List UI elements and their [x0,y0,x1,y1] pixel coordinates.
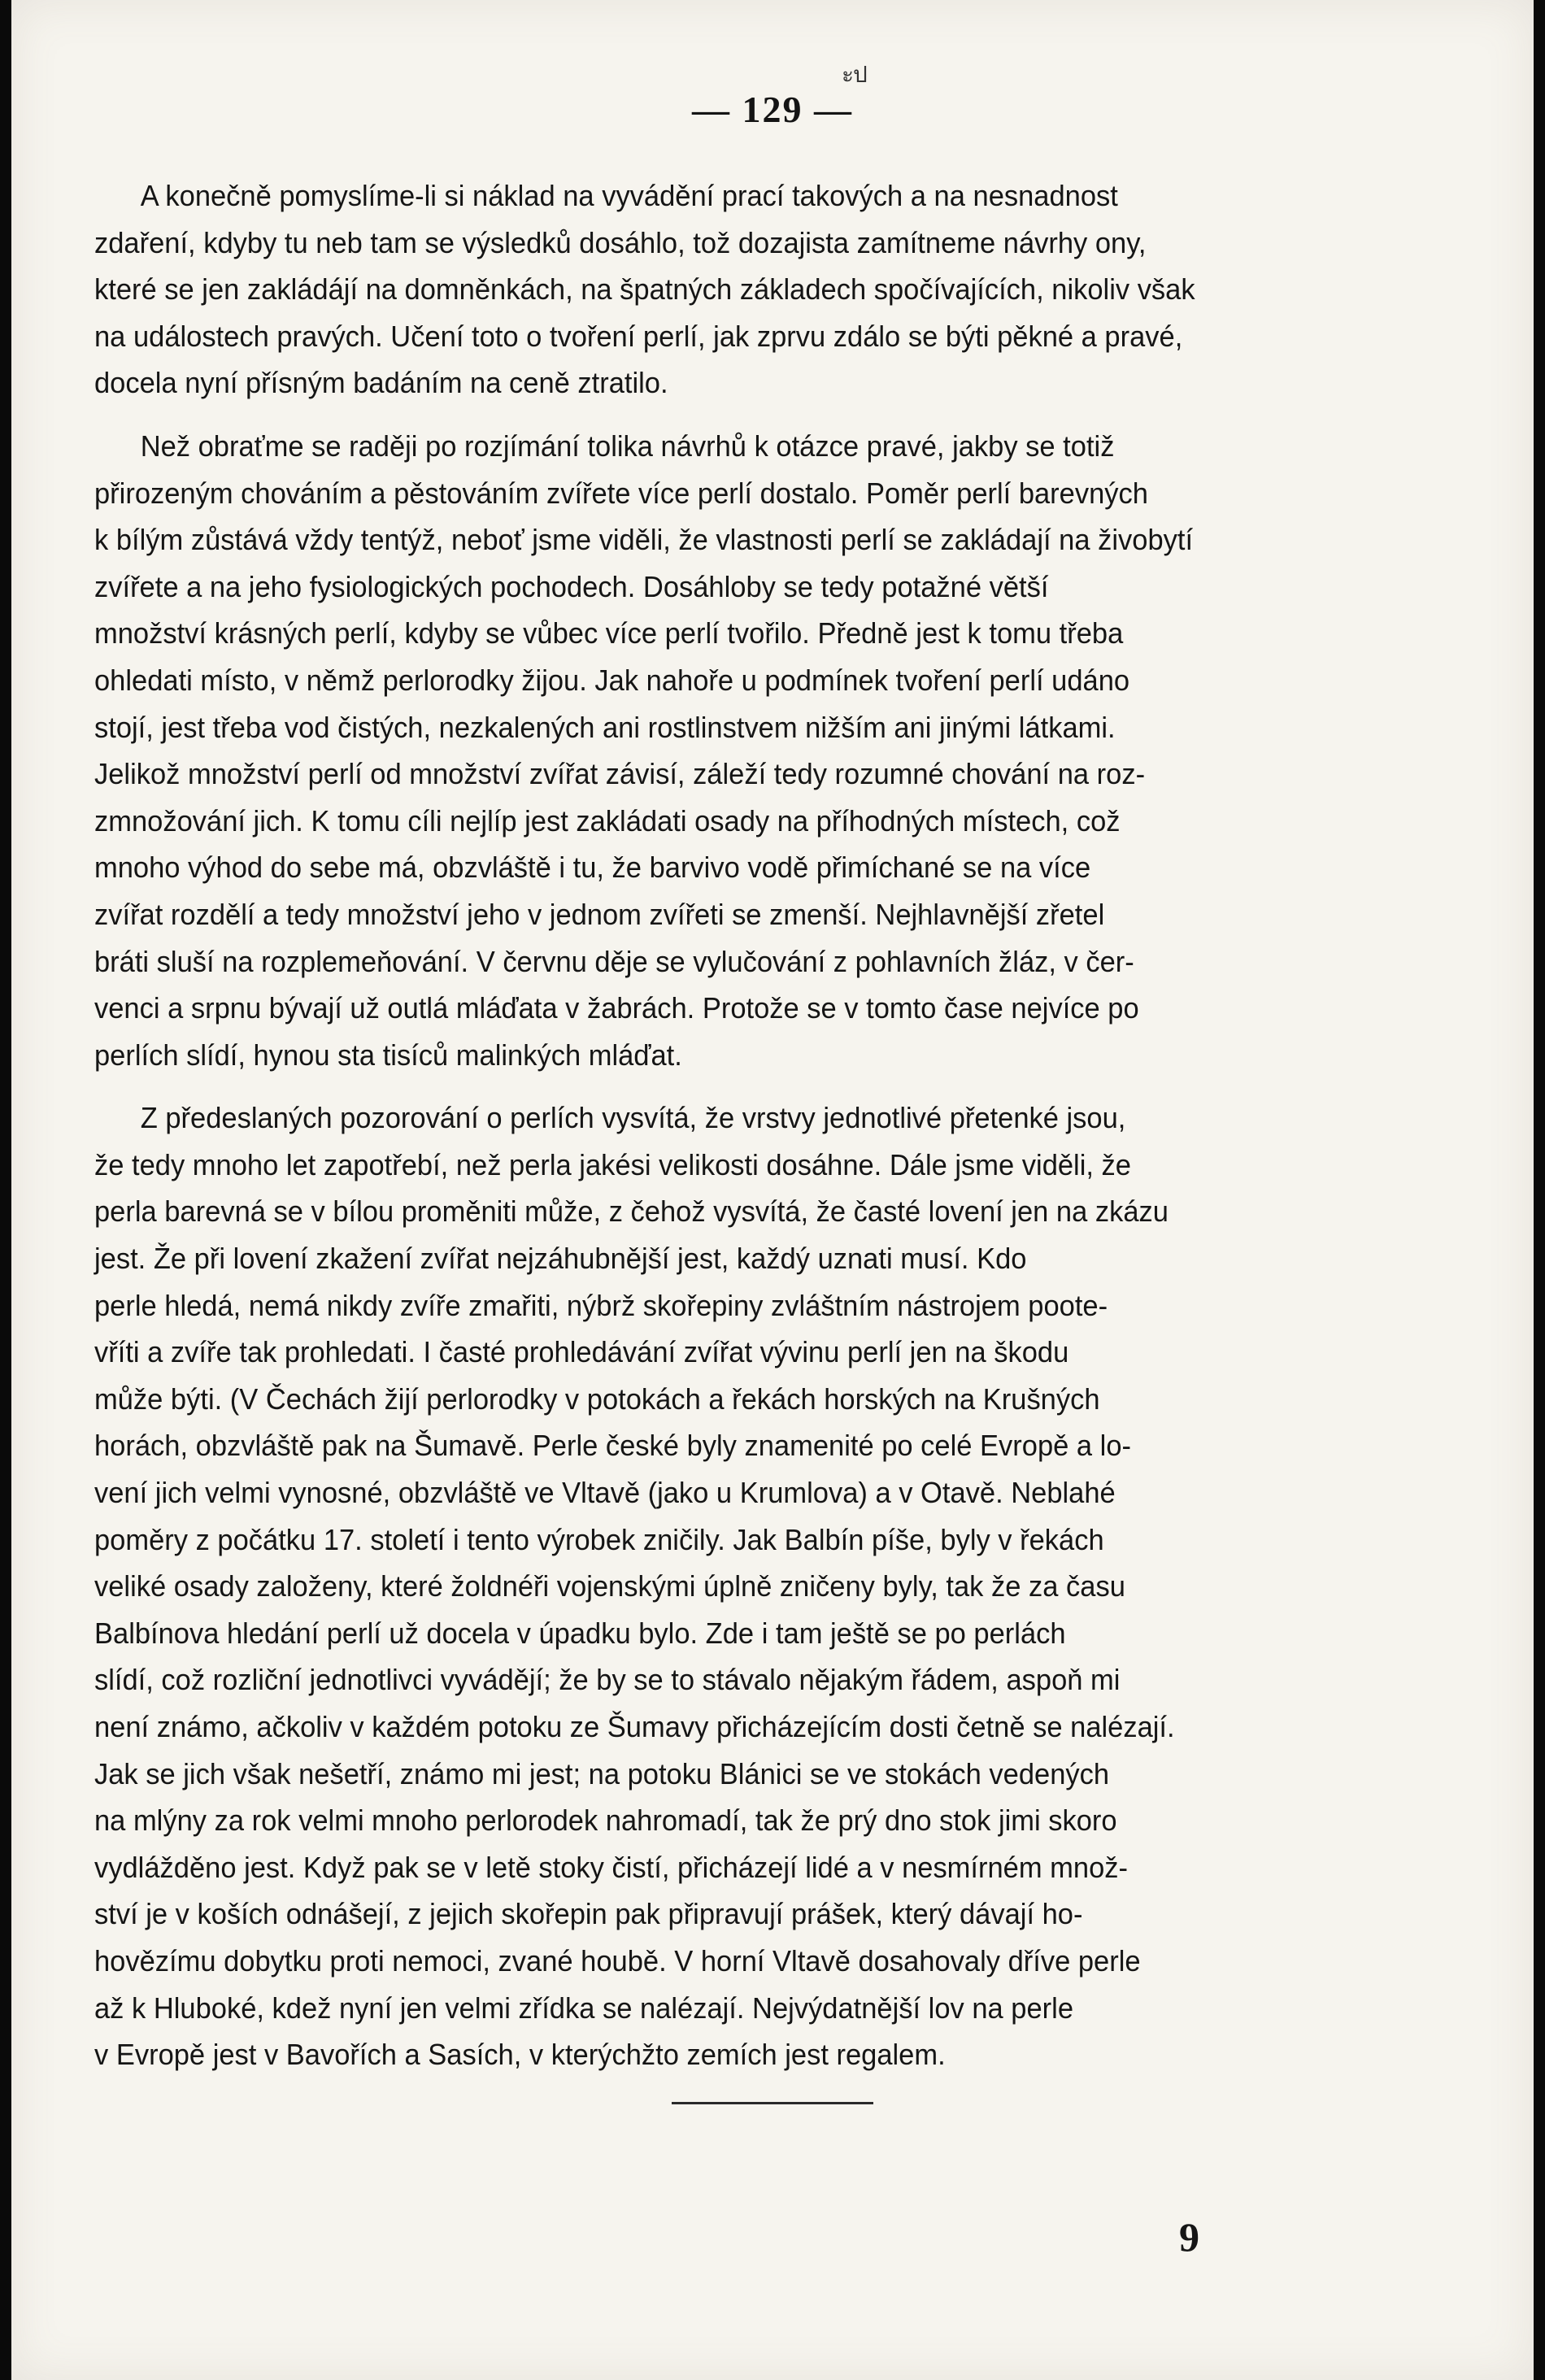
text-line: perle hledá, nemá nikdy zvíře zmařiti, nýbrž skořepiny zvláštním nástrojem poote- [94,1288,1108,1322]
text-line: Jak se jich však nešetří, známo mi jest; na potoku Blánici se ve stokách vedených [94,1756,1110,1790]
top-ink-mark: ะป [842,61,867,88]
text-line: může býti. (V Čechách žijí perlorodky v potokách a řekách horských na Krušných [94,1381,1100,1416]
text-line: mnoho výhod do sebe má, obzvláště i tu, že barvivo vodě přimíchané se na více [94,851,1091,885]
text-line: A konečně pomyslíme-li si náklad na vyvádění prací takových a na nesnadnost [140,179,1118,212]
scan-right-edge [1534,0,1545,2380]
text-line: v Evropě jest v Bavořích a Sasích, v kterýchžto zemích jest regalem. [94,2038,946,2072]
text-line: jest. Že při lovení zkažení zvířat nejzáhubnější jest, každý uznati musí. Kdo [94,1242,1027,1276]
text-line: Balbínova hledání perlí už docela v úpadku bylo. Zde i tam ještě se po perlách [94,1616,1066,1650]
text-line: k bílým zůstává vždy tentýž, neboť jsme viděli, že vlastnosti perlí se zakládají na živobytí [94,523,1194,557]
text-line: není známo, ačkoliv v každém potoku ze Šumavy přicházejícím dosti četně se nalézají. [94,1710,1175,1743]
text-line: zdaření, kdyby tu neb tam se výsledků dosáhlo, tož dozajista zamítneme návrhy ony, [94,225,1147,259]
page-number: — 129 — [692,89,853,130]
body-text [94,172,1363,2078]
text-line: bráti sluší na rozplemeňování. V červnu děje se vylučování z pohlavních žláz, v čer- [94,944,1134,978]
text-line: že tedy mnoho let zapotřebí, než perla jakési velikosti dosáhne. Dále jsme viděli, že [94,1147,1131,1181]
text-line: docela nyní přísným badáním na ceně ztratilo. [94,366,668,400]
text-line: veliké osady založeny, které žoldnéři vojenskými úplně zničeny byly, tak že za času [94,1569,1125,1603]
signature-mark: 9 [1179,2214,1199,2260]
text-line: zvířat rozdělí a tedy množství jeho v jednom zvířeti se zmenší. Nejhlavnější zřetel [94,897,1105,931]
text-line: vydlážděno jest. Když pak se v letě stoky čistí, přicházejí lidé a v nesmírném množ- [94,1850,1129,1884]
text-line: množství krásných perlí, kdyby se vůbec více perlí tvořilo. Předně jest k tomu třeba [94,616,1124,650]
text-line: venci a srpnu bývají už outlá mláďata v žabrách. Protože se v tomto čase nejvíce po [94,991,1139,1025]
text-line: zmnožování jich. K tomu cíli nejlíp jest zakládati osady na příhodných místech, což [94,803,1121,838]
text-line: slídí, což rozliční jednotlivci vyvádějí; že by se to stávalo nějakým řádem, aspoň mi [94,1663,1121,1697]
paragraph [94,423,1362,1078]
text-line: až k Hluboké, kdež nyní jen velmi zřídka se nalézají. Nejvýdatnější lov na perle [94,1991,1074,2025]
text-line: ohledati místo, v němž perlorodky žijou. Jak nahoře u podmínek tvoření perlí udáno [94,663,1130,697]
text-line: hovězímu dobytku proti nemoci, zvané houbě. V horní Vltavě dosahovaly dříve perle [94,1943,1141,1978]
text-line: perla barevná se v bílou proměniti může, z čehož vysvítá, že časté lovení jen na zkázu [94,1194,1169,1229]
text-line: které se jen zakládájí na domněnkách, na špatných základech spočívajících, nikoliv však [94,272,1195,307]
separator-rule [672,2102,873,2104]
text-line: poměry z počátku 17. století i tento výrobek zničily. Jak Balbín píše, byly v řekách [94,1522,1104,1556]
text-line: vení jich velmi vynosné, obzvláště ve Vltavě (jako u Krumlova) a v Otavě. Neblahé [94,1476,1116,1510]
scan-left-edge [0,0,11,2380]
text-line: ství je v koších odnášejí, z jejich skořepin pak připravují prášek, který dávají ho- [94,1897,1083,1931]
paragraph [94,1094,1362,2078]
paragraph-gap [94,1078,1363,1094]
text-line: Jelikož množství perlí od množství zvířat závisí, záleží tedy rozumné chování na roz- [94,757,1146,791]
text-line: na mlýny za rok velmi mnoho perlorodek nahromadí, tak že prý dno stok jimi skoro [94,1803,1117,1838]
text-line: vříti a zvíře tak prohledati. I časté prohledávání zvířat vývinu perlí jen na škodu [94,1335,1069,1369]
text-line: stojí, jest třeba vod čistých, nezkalených ani rostlinstvem nižším ani jinými látkami. [94,710,1116,744]
paragraph-gap [94,407,1363,423]
text-line: perlích slídí, hynou sta tisíců malinkých mláďat. [94,1038,682,1072]
text-line: na událostech pravých. Učení toto o tvoření perlí, jak zprvu zdálo se býti pěkné a pravé, [94,319,1183,353]
text-line: horách, obzvláště pak na Šumavě. Perle české byly znamenité po celé Evropě a lo- [94,1429,1131,1463]
text-line: zvířete a na jeho fysiologických pochodech. Dosáhloby se tedy potažné větší [94,569,1049,603]
text-line: přirozeným chováním a pěstováním zvířete více perlí dostalo. Poměr perlí barevných [94,476,1148,510]
text-line: Z předeslaných pozorování o perlích vysvítá, že vrstvy jednotlivé přetenké jsou, [140,1101,1126,1135]
text-line: Než obraťme se raději po rozjímání tolika návrhů k otázce pravé, jakby se totiž [140,429,1115,463]
paragraph [94,172,1362,407]
